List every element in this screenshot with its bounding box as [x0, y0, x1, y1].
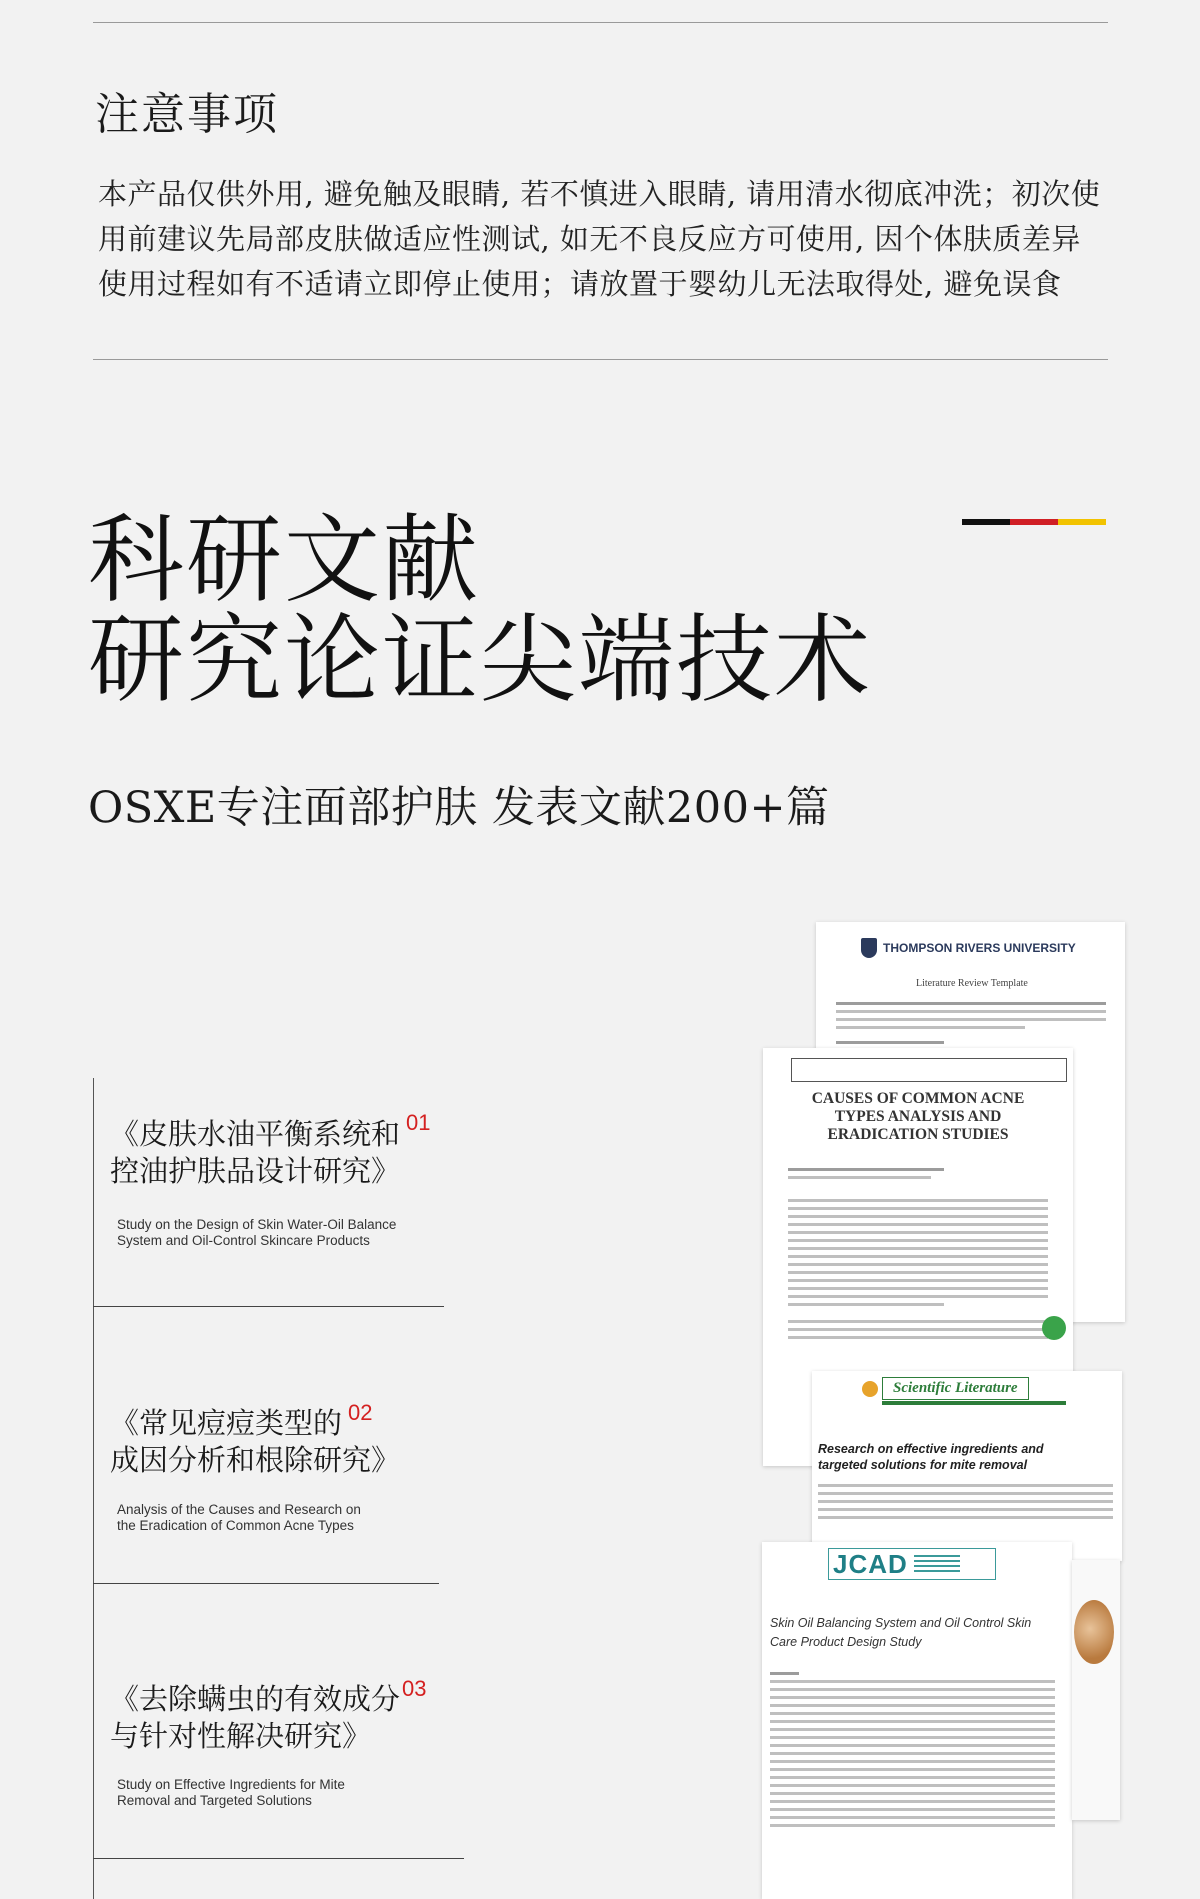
flag-stripe-yellow: [1058, 519, 1106, 525]
document-jcad: [762, 1542, 1072, 1899]
paper-en-line: Study on Effective Ingredients for Mite: [117, 1777, 345, 1792]
paper-en-line: Analysis of the Causes and Research on: [117, 1502, 361, 1517]
hero-line-2: 研究论证尖端技术: [88, 604, 872, 716]
paper-title-en: [117, 1502, 361, 1534]
banner-underline: [882, 1401, 1066, 1405]
top-divider: [93, 22, 1108, 23]
shield-icon: [861, 938, 877, 958]
notice-line: 用前建议先局部皮肤做适应性测试, 如无不良反应方可使用, 因个体肤质差异: [98, 222, 1081, 256]
document-subtitle: Literature Review Template: [916, 978, 1028, 989]
notice-line: 本产品仅供外用, 避免触及眼睛, 若不慎进入眼睛, 请用清水彻底冲洗；初次使: [98, 177, 1101, 211]
paper-title-line: 《皮肤水油平衡系统和: [110, 1117, 401, 1151]
hero-line-1: 科研文献: [88, 504, 480, 616]
document-title-line: targeted solutions for mite removal: [818, 1458, 1028, 1472]
literature-logo-icon: [862, 1381, 878, 1397]
document-partial: [1072, 1560, 1120, 1820]
flag-stripe-red: [1010, 519, 1058, 525]
document-title-line: Care Product Design Study: [770, 1635, 922, 1649]
paper-divider: [93, 1858, 464, 1859]
document-text: [818, 1479, 1113, 1524]
notice-line: 使用过程如有不适请立即停止使用；请放置于婴幼儿无法取得处, 避免误食: [98, 267, 1062, 301]
paper-divider: [93, 1583, 439, 1584]
paper-title-en: [117, 1777, 345, 1809]
paper-title-line: 控油护肤品设计研究》: [110, 1154, 401, 1188]
paper-number: 02: [348, 1400, 373, 1425]
university-name: THOMPSON RIVERS UNIVERSITY: [883, 941, 1076, 955]
jcad-logo: JCAD: [833, 1548, 908, 1579]
document-title-line: CAUSES OF COMMON ACNE: [811, 1090, 1025, 1107]
paper-title-cn: [110, 1116, 400, 1190]
document-title-line: TYPES ANALYSIS AND: [834, 1108, 1002, 1125]
flag-stripe-black: [962, 519, 1010, 525]
paper-en-line: the Eradication of Common Acne Types: [117, 1518, 354, 1533]
document-mite-removal: [812, 1371, 1122, 1561]
document-title-line: ERADICATION STUDIES: [827, 1126, 1009, 1143]
timeline-line: [93, 1078, 94, 1899]
paper-en-line: System and Oil-Control Skincare Products: [117, 1233, 370, 1248]
document-text: [788, 1163, 1048, 1344]
document-text: [770, 1667, 1055, 1832]
journal-logo-icon: [1042, 1316, 1066, 1340]
hero-subtitle: OSXE专注面部护肤 发表文献200+篇: [88, 783, 830, 833]
paper-title-cn: [110, 1681, 400, 1755]
paper-en-line: Removal and Targeted Solutions: [117, 1793, 312, 1808]
paper-title-line: 《常见痘痘类型的: [110, 1406, 343, 1440]
notice-title: 注意事项: [95, 89, 279, 140]
paper-number: 03: [402, 1676, 427, 1701]
paper-divider: [93, 1306, 444, 1307]
hero-heading: [88, 504, 872, 716]
journal-banner: Scientific Literature: [882, 1377, 1029, 1400]
paper-title-line: 与针对性解决研究》: [110, 1719, 372, 1753]
paper-title-line: 成因分析和根除研究》: [110, 1443, 401, 1477]
paper-title-line: 《去除螨虫的有效成分: [110, 1682, 401, 1716]
notice-divider: [93, 359, 1108, 360]
notice-body: [98, 172, 1108, 307]
product-image-icon: [1074, 1600, 1114, 1664]
paper-title-en: [117, 1217, 396, 1249]
document-title-line: Skin Oil Balancing System and Oil Control Skin: [770, 1616, 1032, 1630]
document-title-line: Research on effective ingredients and: [818, 1442, 1044, 1456]
document-header-box: [791, 1058, 1067, 1082]
paper-en-line: Study on the Design of Skin Water-Oil Balance: [117, 1217, 397, 1232]
paper-number: 01: [406, 1110, 431, 1135]
